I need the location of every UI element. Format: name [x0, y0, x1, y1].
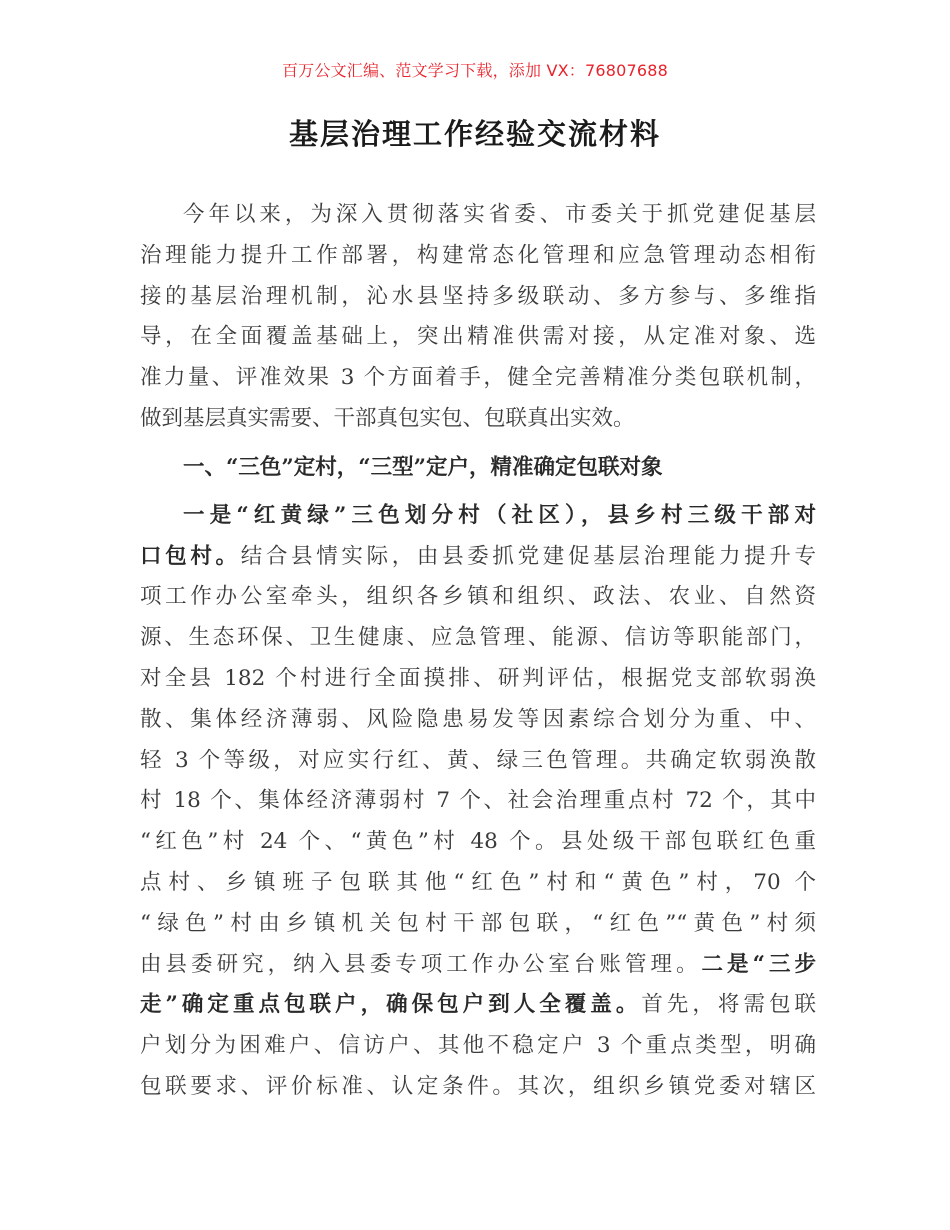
text-line: 导，在全面覆盖基础上，突出精准供需对接，从定准对象、选: [140, 324, 816, 350]
bold-lead: 口包村。: [140, 543, 241, 569]
text-line: 接的基层治理机制，沁水县坚持多级联动、多方参与、多维指: [140, 283, 816, 309]
text-line: [140, 537, 816, 578]
bold-lead: 走”确定重点包联户，确保包户到人全覆盖。: [140, 992, 642, 1018]
text-line: 治理能力提升工作部署，构建常态化管理和应急管理动态相衔: [140, 242, 816, 268]
paragraph-intro: [140, 195, 816, 440]
text-line: 项工作办公室牵头，组织各乡镇和组织、政法、农业、自然资: [140, 584, 816, 610]
text-line: 包联要求、评价标准、认定条件。其次，组织乡镇党委对辖区: [140, 1073, 816, 1099]
text-line: [140, 945, 816, 986]
text-run: 由县委研究，纳入县委专项工作办公室台账管理。: [140, 951, 702, 977]
text-run: 结合县情实际，由县委抓党建促基层治理能力提升专: [240, 543, 816, 569]
text-run: 首先，将需包联: [641, 992, 816, 1018]
text-line: 做到基层真实需要、干部真包实包、包联真出实效。: [140, 405, 635, 431]
section-heading-1: 一、“三色”定村，“三型”定户，精准确定包联对象: [183, 454, 663, 480]
text-line: 户划分为困难户、信访户、其他不稳定户 3 个重点类型，明确: [140, 1033, 816, 1059]
text-line: “绿色”村由乡镇机关包村干部包联，“红色”“黄色”村须: [140, 910, 816, 936]
text-line: 轻 3 个等级，对应实行红、黄、绿三色管理。共确定软弱涣散: [140, 747, 816, 773]
text-line: 散、集体经济薄弱、风险隐患易发等因素综合划分为重、中、: [140, 706, 816, 732]
paragraph-section1: [140, 496, 816, 1108]
text-line: 源、生态环保、卫生健康、应急管理、能源、信访等职能部门，: [140, 625, 816, 651]
bold-lead: 二是“三步: [701, 951, 816, 977]
text-line: 点村、乡镇班子包联其他“红色”村和“黄色”村，70 个: [140, 869, 816, 895]
text-line: 今年以来，为深入贯彻落实省委、市委关于抓党建促基层: [183, 202, 816, 227]
promo-banner: 百万公文汇编、范文学习下载，添加 VX：76807688: [281, 61, 669, 80]
document-title: 基层治理工作经验交流材料: [288, 117, 661, 151]
text-line: 对全县 182 个村进行全面摸排、研判评估，根据党支部软弱涣: [140, 665, 816, 691]
text-line-bold: 一是“红黄绿”三色划分村（社区），县乡村三级干部对: [183, 502, 816, 528]
text-line: [140, 985, 816, 1026]
text-line: “红色”村 24 个、“黄色”村 48 个。县处级干部包联红色重: [140, 829, 816, 855]
document-body: [140, 195, 816, 1108]
text-line: 村 18 个、集体经济薄弱村 7 个、社会治理重点村 72 个，其中: [140, 788, 816, 814]
text-line: 准力量、评准效果 3 个方面着手，健全完善精准分类包联机制，: [140, 365, 816, 391]
